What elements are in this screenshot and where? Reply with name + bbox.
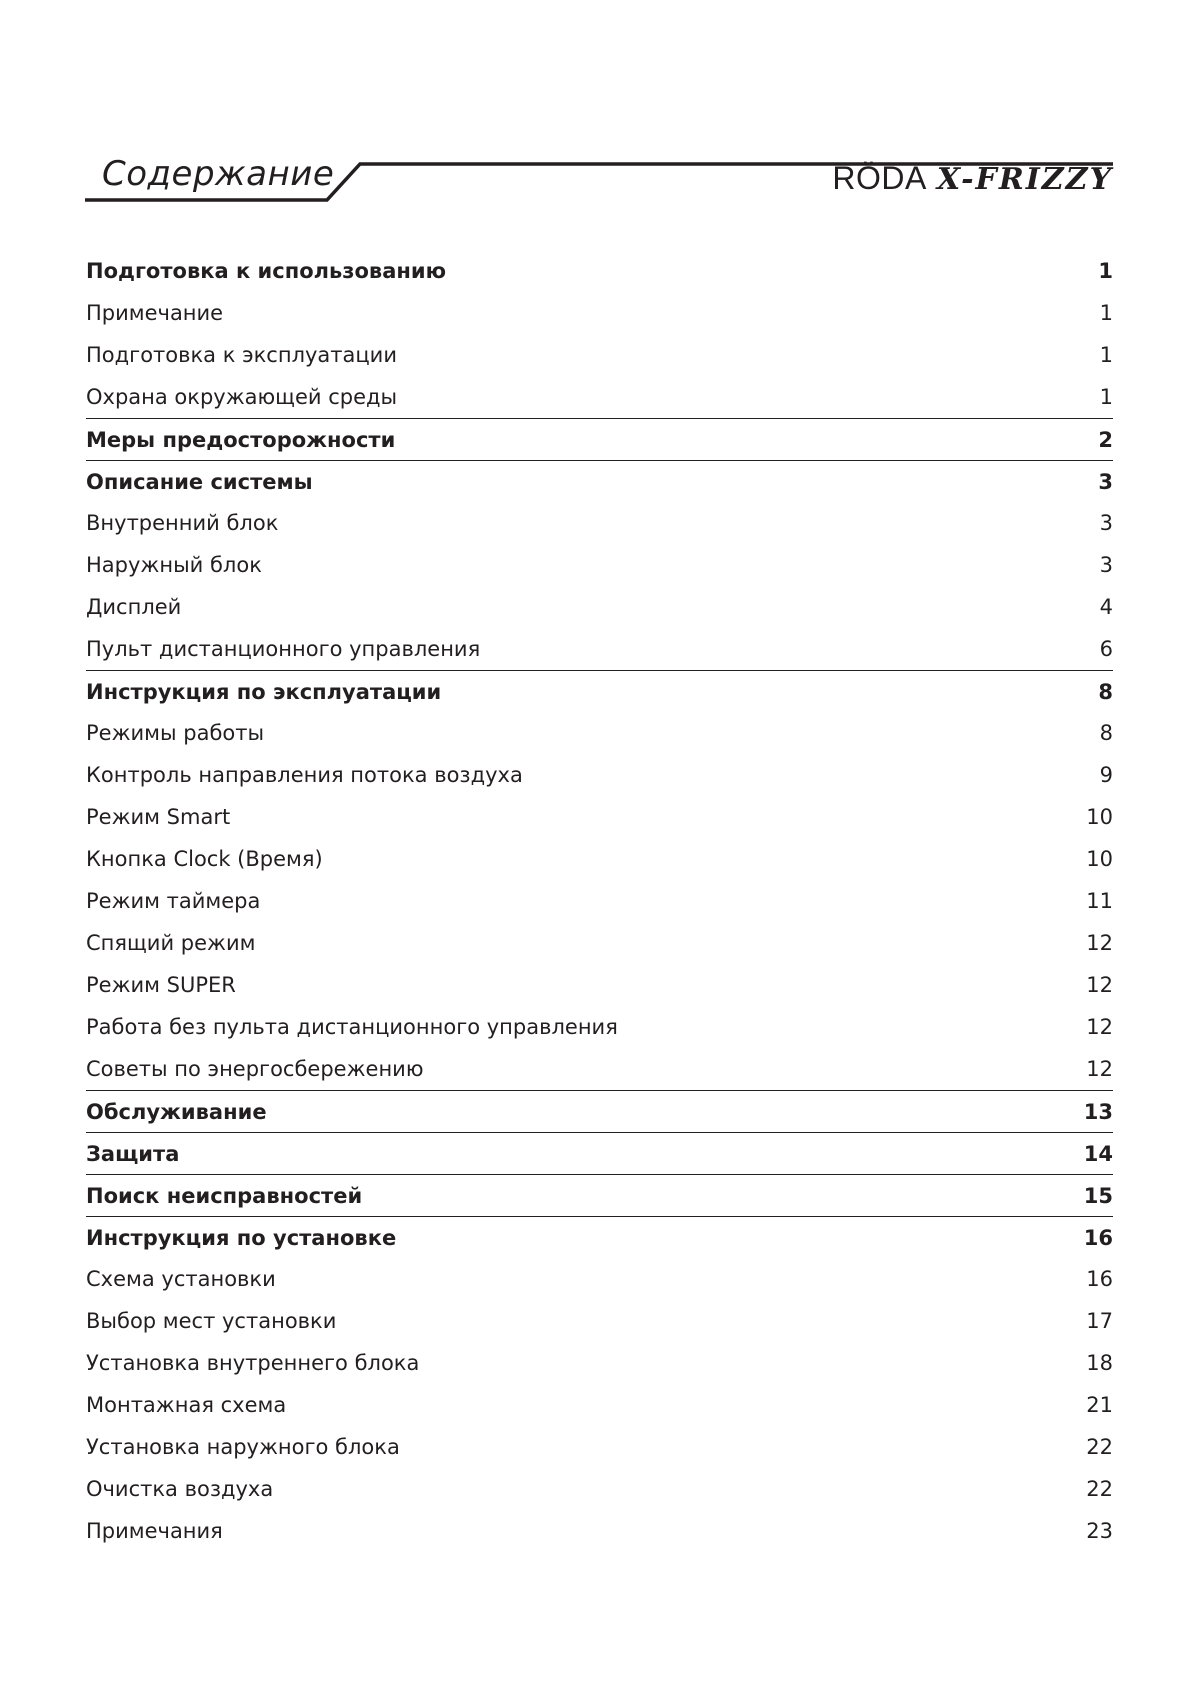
toc-entry-title: Меры предосторожности — [86, 427, 396, 452]
toc-section-row[interactable] — [86, 1132, 1113, 1174]
toc-entry-page-number: 3 — [1098, 469, 1113, 494]
toc-entry-title: Очистка воздуха — [86, 1477, 274, 1501]
toc-entry-title: Инструкция по эксплуатации — [86, 679, 442, 704]
toc-subsection-row[interactable] — [86, 628, 1113, 670]
toc-entry-title: Наружный блок — [86, 553, 262, 577]
toc-section-row[interactable] — [86, 460, 1113, 502]
toc-subsection-row[interactable] — [86, 922, 1113, 964]
toc-entry-page-number: 12 — [1086, 931, 1113, 955]
toc-subsection-row[interactable] — [86, 796, 1113, 838]
toc-entry-page-number: 9 — [1099, 763, 1113, 787]
toc-subsection-row[interactable] — [86, 1384, 1113, 1426]
logo-model-text: X-FRIZZY — [936, 162, 1113, 197]
toc-subsection-row[interactable] — [86, 1510, 1113, 1552]
toc-entry-page-number: 22 — [1086, 1477, 1113, 1501]
toc-section-row[interactable] — [86, 250, 1113, 292]
toc-entry-title: Режим SUPER — [86, 973, 236, 997]
toc-entry-page-number: 10 — [1086, 805, 1113, 829]
toc-entry-page-number: 22 — [1086, 1435, 1113, 1459]
toc-section-row[interactable] — [86, 1174, 1113, 1216]
toc-subsection-row[interactable] — [86, 334, 1113, 376]
toc-entry-title: Инструкция по установке — [86, 1225, 397, 1250]
toc-entry-page-number: 21 — [1086, 1393, 1113, 1417]
toc-entry-page-number: 1 — [1099, 385, 1113, 409]
toc-subsection-row[interactable] — [86, 712, 1113, 754]
toc-section-row[interactable] — [86, 670, 1113, 712]
toc-entry-page-number: 10 — [1086, 847, 1113, 871]
toc-entry-page-number: 12 — [1086, 973, 1113, 997]
toc-entry-title: Обслуживание — [86, 1099, 267, 1124]
toc-entry-page-number: 16 — [1083, 1225, 1113, 1250]
toc-entry-title: Установка внутреннего блока — [86, 1351, 420, 1375]
toc-entry-title: Охрана окружающей среды — [86, 385, 398, 409]
page-header — [85, 150, 1113, 210]
toc-entry-title: Схема установки — [86, 1267, 276, 1291]
brand-logo — [832, 162, 1113, 195]
toc-entry-title: Режимы работы — [86, 721, 265, 745]
toc-entry-title: Монтажная схема — [86, 1393, 287, 1417]
toc-entry-page-number: 2 — [1098, 427, 1113, 452]
toc-entry-page-number: 13 — [1083, 1099, 1113, 1124]
toc-subsection-row[interactable] — [86, 544, 1113, 586]
toc-entry-title: Спящий режим — [86, 931, 256, 955]
toc-subsection-row[interactable] — [86, 1300, 1113, 1342]
toc-subsection-row[interactable] — [86, 1006, 1113, 1048]
toc-entry-page-number: 6 — [1099, 637, 1113, 661]
logo-brand-text: RÖDA — [832, 160, 927, 196]
toc-entry-page-number: 14 — [1083, 1141, 1113, 1166]
toc-subsection-row[interactable] — [86, 502, 1113, 544]
toc-subsection-row[interactable] — [86, 1426, 1113, 1468]
toc-entry-page-number: 15 — [1083, 1183, 1113, 1208]
toc-entry-title: Пульт дистанционного управления — [86, 637, 481, 661]
toc-entry-page-number: 18 — [1086, 1351, 1113, 1375]
toc-entry-page-number: 12 — [1086, 1015, 1113, 1039]
toc-entry-title: Установка наружного блока — [86, 1435, 400, 1459]
toc-entry-page-number: 12 — [1086, 1057, 1113, 1081]
toc-entry-title: Поиск неисправностей — [86, 1183, 363, 1208]
toc-subsection-row[interactable] — [86, 1048, 1113, 1090]
toc-entry-page-number: 11 — [1086, 889, 1113, 913]
toc-subsection-row[interactable] — [86, 838, 1113, 880]
toc-entry-page-number: 17 — [1086, 1309, 1113, 1333]
toc-subsection-row[interactable] — [86, 1342, 1113, 1384]
toc-entry-title: Дисплей — [86, 595, 182, 619]
toc-entry-page-number: 1 — [1099, 343, 1113, 367]
toc-entry-page-number: 3 — [1099, 553, 1113, 577]
toc-entry-title: Внутренний блок — [86, 511, 279, 535]
toc-entry-page-number: 4 — [1099, 595, 1113, 619]
toc-entry-title: Контроль направления потока воздуха — [86, 763, 523, 787]
toc-entry-title: Подготовка к эксплуатации — [86, 343, 397, 367]
toc-entry-title: Кнопка Clock (Время) — [86, 847, 323, 871]
toc-entry-title: Описание системы — [86, 469, 313, 494]
toc-section-row[interactable] — [86, 1216, 1113, 1258]
toc-entry-title: Выбор мест установки — [86, 1309, 337, 1333]
toc-subsection-row[interactable] — [86, 586, 1113, 628]
toc-entry-title: Подготовка к использованию — [86, 259, 447, 283]
toc-entry-title: Советы по энергосбережению — [86, 1057, 424, 1081]
toc-subsection-row[interactable] — [86, 880, 1113, 922]
toc-section-row[interactable] — [86, 1090, 1113, 1132]
toc-entry-page-number: 8 — [1098, 679, 1113, 704]
toc-subsection-row[interactable] — [86, 964, 1113, 1006]
toc-section-row[interactable] — [86, 418, 1113, 460]
toc-entry-page-number: 3 — [1099, 511, 1113, 535]
toc-entry-title: Защита — [86, 1141, 180, 1166]
toc-entry-title: Работа без пульта дистанционного управления — [86, 1015, 618, 1039]
toc-entry-page-number: 16 — [1086, 1267, 1113, 1291]
table-of-contents — [86, 250, 1113, 1552]
toc-subsection-row[interactable] — [86, 376, 1113, 418]
toc-entry-page-number: 23 — [1086, 1519, 1113, 1543]
toc-subsection-row[interactable] — [86, 1468, 1113, 1510]
toc-entry-title: Режим Smart — [86, 805, 231, 829]
toc-entry-page-number: 1 — [1099, 301, 1113, 325]
toc-subsection-row[interactable] — [86, 754, 1113, 796]
toc-entry-page-number: 8 — [1099, 721, 1113, 745]
toc-entry-title: Примечания — [86, 1519, 223, 1543]
page-title: Содержание — [102, 154, 335, 194]
toc-subsection-row[interactable] — [86, 1258, 1113, 1300]
toc-subsection-row[interactable] — [86, 292, 1113, 334]
toc-entry-title: Примечание — [86, 301, 224, 325]
toc-entry-page-number: 1 — [1098, 259, 1113, 283]
toc-entry-title: Режим таймера — [86, 889, 261, 913]
